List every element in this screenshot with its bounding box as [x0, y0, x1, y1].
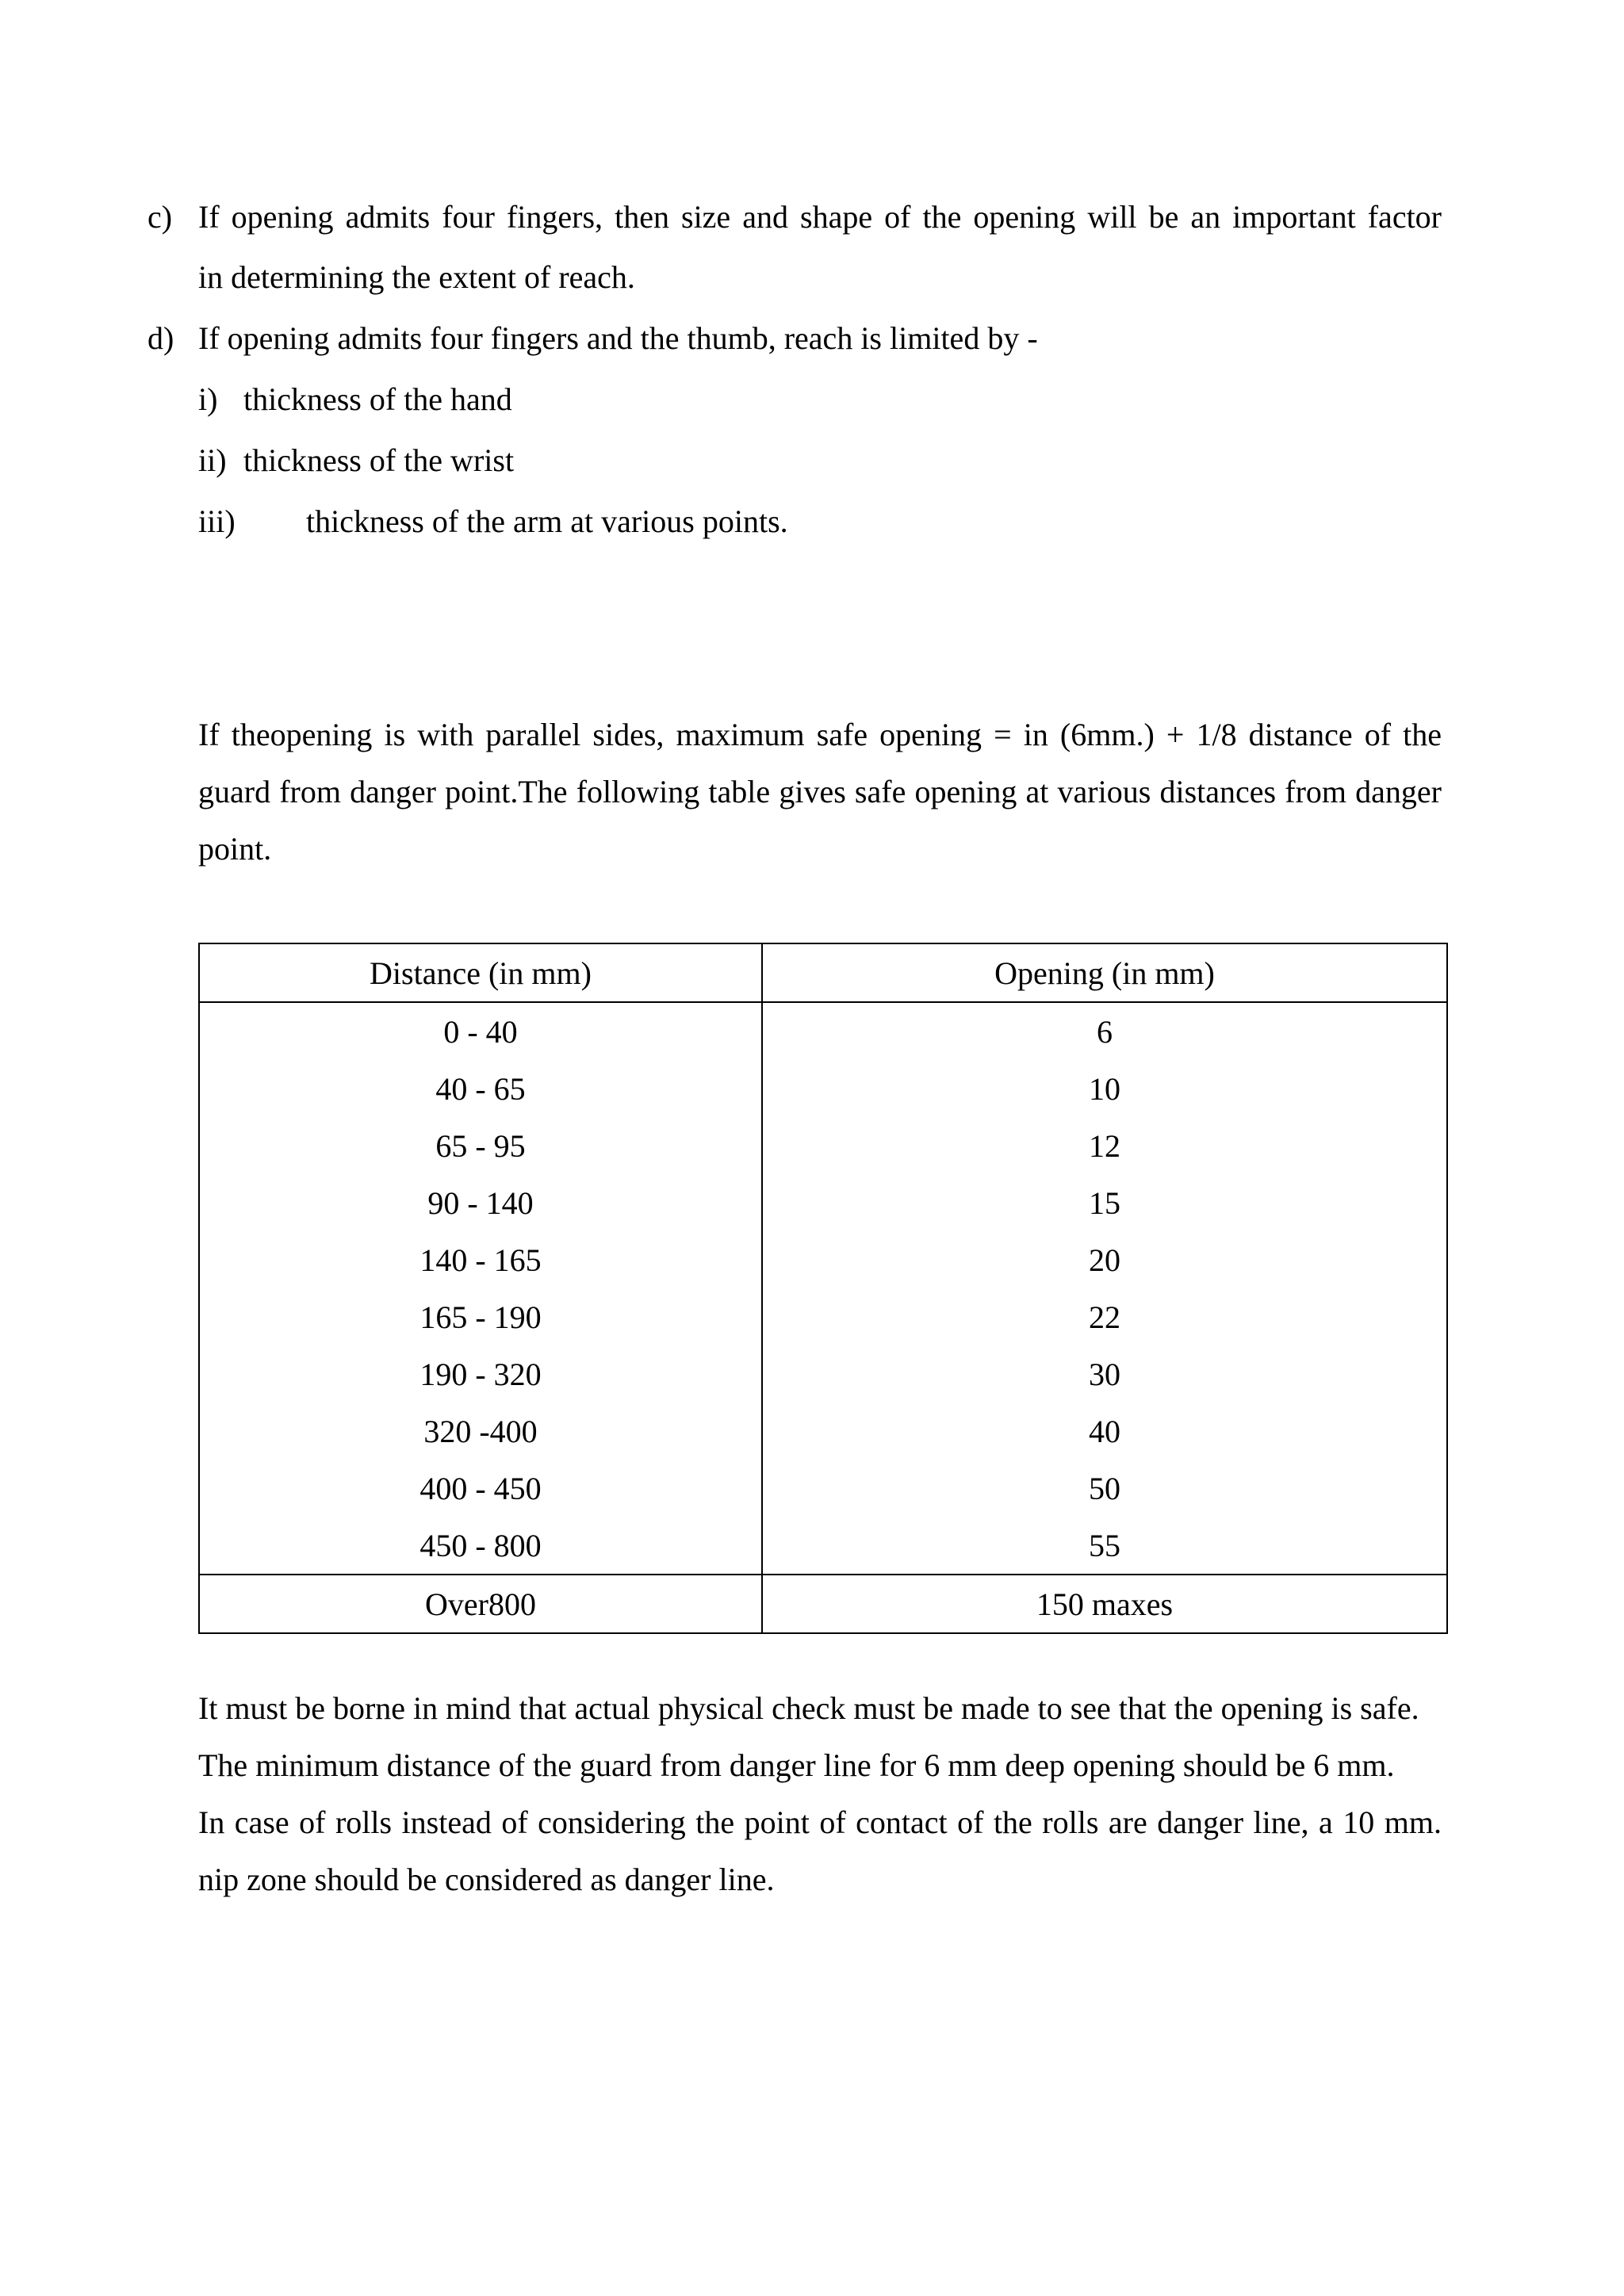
table-row — [199, 1345, 1447, 1402]
cell-distance: 320 -400 — [199, 1402, 762, 1460]
cell-distance: 140 - 165 — [199, 1231, 762, 1288]
table-row — [199, 1517, 1447, 1575]
cell-distance: 90 - 140 — [199, 1174, 762, 1231]
table-row — [199, 1288, 1447, 1345]
closing-paragraphs — [198, 1680, 1442, 1908]
table-row — [199, 1174, 1447, 1231]
cell-distance: 190 - 320 — [199, 1345, 762, 1402]
table-row — [199, 1002, 1447, 1060]
table-footer-row — [199, 1575, 1447, 1633]
cell-opening: 40 — [762, 1402, 1447, 1460]
cell-distance: 165 - 190 — [199, 1288, 762, 1345]
cell-distance: 40 - 65 — [199, 1060, 762, 1117]
footer-opening: 150 maxes — [762, 1575, 1447, 1633]
intro-paragraph — [198, 706, 1442, 878]
cell-distance: 400 - 450 — [199, 1460, 762, 1517]
table-row — [199, 1460, 1447, 1517]
intro-paragraph-text: If theopening is with parallel sides, maximum safe opening = in (6mm.) + 1/8 distance of the guard from danger point.The following table gives safe opening at various distances from danger point. — [198, 717, 1442, 867]
cell-opening: 50 — [762, 1460, 1447, 1517]
cell-distance: 450 - 800 — [199, 1517, 762, 1575]
footer-distance: Over800 — [199, 1575, 762, 1633]
cell-opening: 15 — [762, 1174, 1447, 1231]
closing-paragraph-1: It must be borne in mind that actual physical check must be made to see that the opening is safe. — [198, 1690, 1419, 1726]
list-item-c-line1: If opening admits four fingers, then size and shape of the opening will be an important factor — [198, 199, 1442, 235]
header-opening: Opening (in mm) — [762, 943, 1447, 1002]
cell-distance: 0 - 40 — [199, 1002, 762, 1060]
list-item-c-line2: in determining the extent of reach. — [198, 259, 635, 295]
cell-opening: 20 — [762, 1231, 1447, 1288]
cell-opening: 12 — [762, 1117, 1447, 1174]
cell-opening: 10 — [762, 1060, 1447, 1117]
table-header-row — [199, 943, 1447, 1002]
header-distance: Distance (in mm) — [199, 943, 762, 1002]
table-row — [199, 1060, 1447, 1117]
sub-marker-iii: iii) — [198, 503, 236, 539]
sub-item-i-text: thickness of the hand — [243, 381, 512, 417]
cell-opening: 22 — [762, 1288, 1447, 1345]
table-row — [199, 1402, 1447, 1460]
sub-item-ii-text: thickness of the wrist — [243, 442, 515, 478]
list-marker-c: c) — [147, 199, 173, 235]
cell-opening: 6 — [762, 1002, 1447, 1060]
sub-item-iii-text: thickness of the arm at various points. — [306, 503, 788, 539]
closing-paragraph-3: In case of rolls instead of considering the point of contact of the rolls are danger line, a 10 mm. nip zone should be considered as danger line. — [198, 1804, 1442, 1897]
sub-marker-ii: ii) — [198, 442, 227, 478]
closing-paragraph-2: The minimum distance of the guard from danger line for 6 mm deep opening should be 6 mm. — [198, 1747, 1395, 1783]
safe-opening-table — [198, 943, 1448, 1634]
sub-marker-i: i) — [198, 381, 218, 417]
list-item-d-text: If opening admits four fingers and the thumb, reach is limited by - — [198, 320, 1038, 356]
list-marker-d: d) — [147, 320, 174, 356]
table-row — [199, 1117, 1447, 1174]
table-row — [199, 1231, 1447, 1288]
cell-opening: 55 — [762, 1517, 1447, 1575]
cell-opening: 30 — [762, 1345, 1447, 1402]
cell-distance: 65 - 95 — [199, 1117, 762, 1174]
